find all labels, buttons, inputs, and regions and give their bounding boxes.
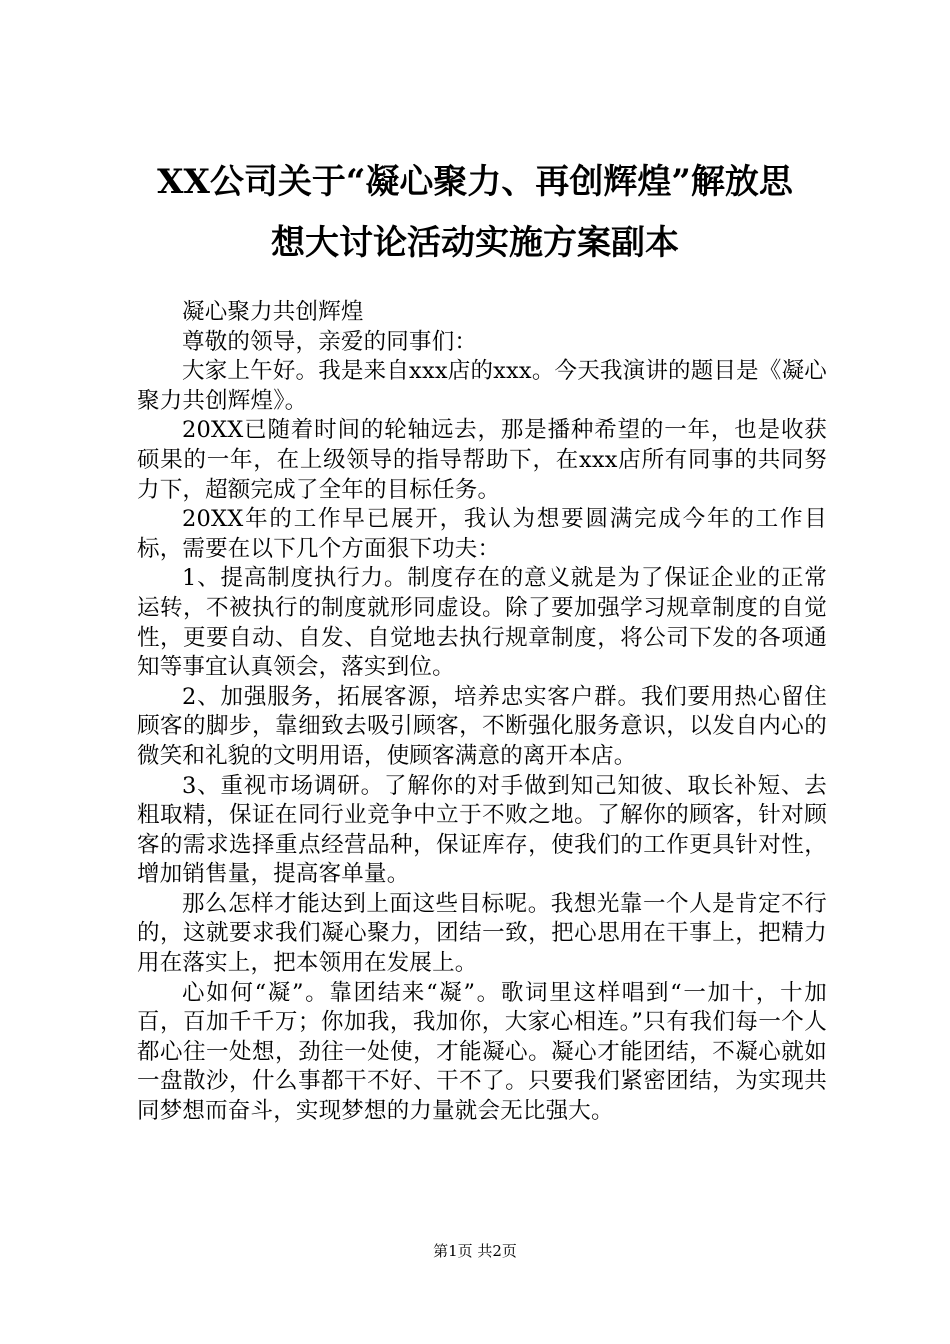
paragraph-subtitle: 凝心聚力共创辉煌 (182, 299, 364, 325)
paragraph-salutation: 尊敬的领导，亲爱的同事们： (182, 328, 478, 355)
paragraph-greeting: 大家上午好。我是来自xxx店的xxx。今天我演讲的题目是《凝心聚力共创辉煌》。 (137, 358, 827, 414)
paragraph-how: 那么怎样才能达到上面这些目标呢。我想光靠一个人是肯定不行的，这就要求我们凝心聚力，团结一致，把心思用在干事上，把精力用在落实上，把本领用在发展上。 (137, 890, 827, 977)
paragraph-goals-intro: 20XX年的工作早已展开，我认为想要圆满完成今年的工作目标，需要在以下几个方面狠下功夫： (137, 506, 827, 562)
document-title-line-2: 想大讨论活动实施方案副本 (271, 223, 679, 263)
paragraph-point-3: 3、重视市场调研。了解你的对手做到知己知彼、取长补短、去粗取精，保证在同行业竞争中立于不败之地。了解你的顾客，针对顾客的需求选择重点经营品种，保证库存，使我们的工作更具针对性，增加销售量，提高客单量。 (137, 772, 827, 888)
paragraph-review: 20XX已随着时间的轮轴远去，那是播种希望的一年，也是收获硕果的一年，在上级领导的指导帮助下，在xxx店所有同事的共同努力下，超额完成了全年的目标任务。 (137, 417, 827, 503)
paragraph-point-1: 1、提高制度执行力。制度存在的意义就是为了保证企业的正常运转，不被执行的制度就形同虚设。除了要加强学习规章制度的自觉性，更要自动、自发、自觉地去执行规章制度，将公司下发的各项通知等事宜认真领会，落实到位。 (137, 565, 827, 681)
document-body (137, 298, 827, 1127)
paragraph-point-2: 2、加强服务，拓展客源，培养忠实客户群。我们要用热心留住顾客的脚步，靠细致去吸引顾客，不断强化服务意识，以发自内心的微笑和礼貌的文明用语，使顾客满意的离开本店。 (137, 683, 827, 769)
page-number-footer: 第1页 共2页 (433, 1242, 517, 1260)
document-title-line-1: XX公司关于“凝心聚力、再创辉煌”解放思 (157, 162, 793, 202)
paragraph-unity: 心如何“凝”。靠团结来“凝”。歌词里这样唱到“一加十，十加百，百加千千万；你加我，我加你，大家心相连。”只有我们每一个人都心往一处想，劲往一处使，才能凝心。凝心才能团结，不凝心就如一盘散沙，什么事都干不好、干不了。只要我们紧密团结，为实现共同梦想而奋斗，实现梦想的力量就会无比强大。 (137, 979, 827, 1125)
